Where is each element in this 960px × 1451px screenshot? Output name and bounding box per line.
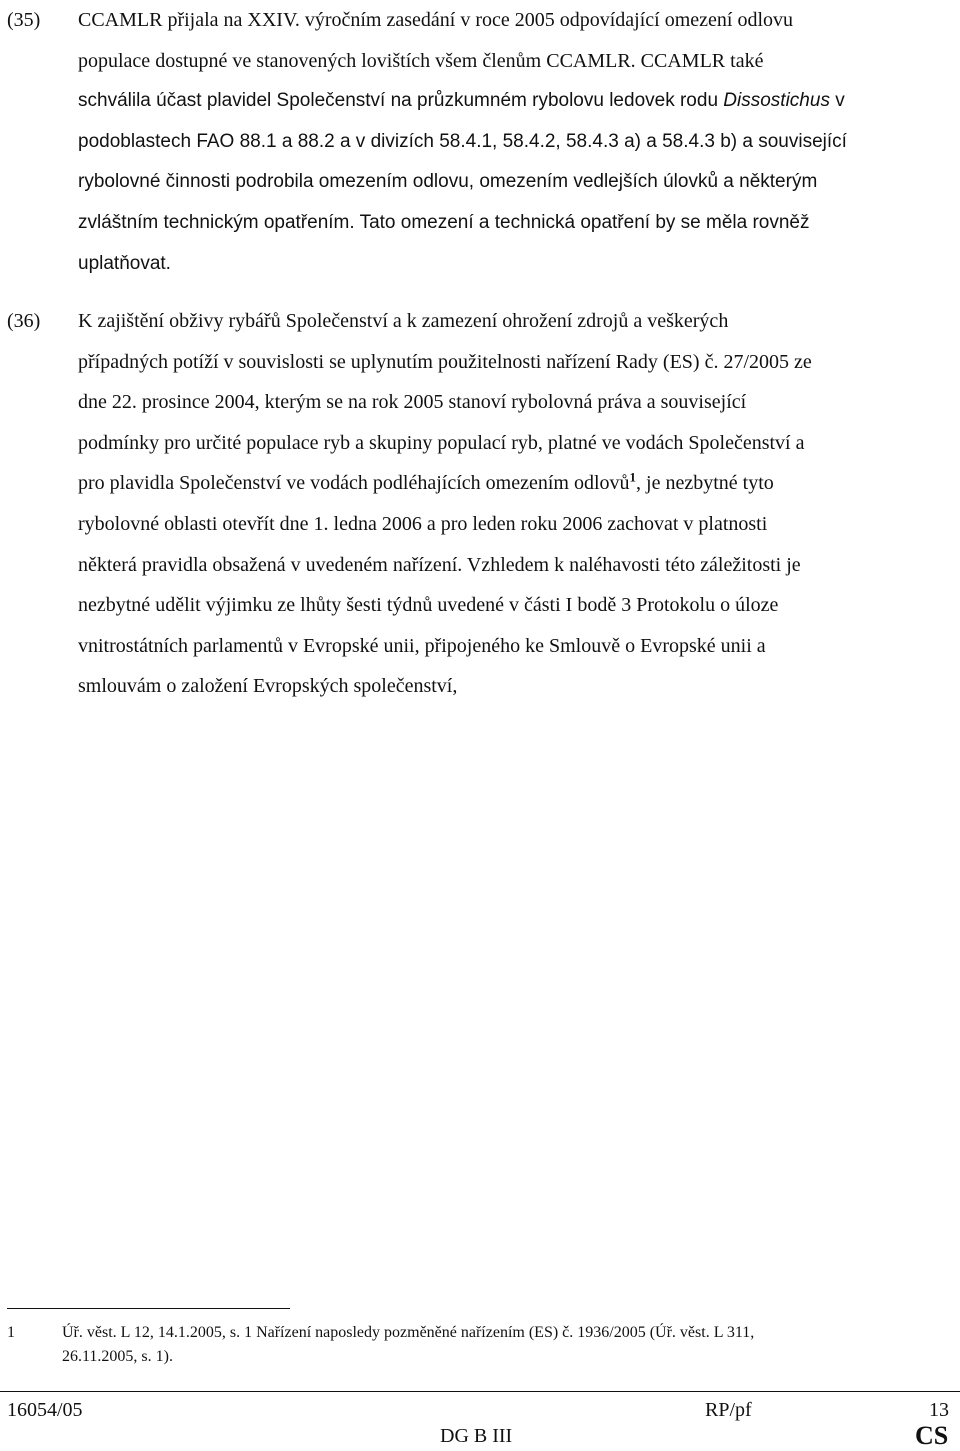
text-line: nezbytné udělit výjimku ze lhůty šesti týdnů uvedené v části I bodě 3 Protokolu o úloze	[78, 594, 779, 617]
text-line: případných potíží v souvislosti se uplynutím použitelnosti nařízení Rady (ES) č. 27/2005 ze	[78, 350, 812, 373]
paragraph-text	[78, 301, 938, 707]
footnote-line: Úř. věst. L 12, 14.1.2005, s. 1 Nařízení naposledy pozměněné nařízením (ES) č. 1936/2005 (Úř. věst. L 311,	[62, 1324, 755, 1341]
footnote-divider	[7, 1308, 290, 1309]
text-line: podmínky pro určité populace ryb a skupiny populací ryb, platné ve vodách Společenství a	[78, 431, 805, 454]
paragraph-number: (36)	[7, 310, 41, 332]
text-line: smlouvám o založení Evropských společenství,	[78, 675, 458, 698]
text-line	[78, 81, 938, 122]
text-line: CCAMLR přijala na XXIV. výročním zasedání v roce 2005 odpovídající omezení odlovu	[78, 9, 794, 31]
footer-page-number: 13	[929, 1399, 949, 1421]
text-span: v	[829, 90, 845, 112]
text-line: podoblastech FAO 88.1 a 88.2 a v divizích 58.4.1, 58.4.2, 58.4.3 a) a 58.4.3 b) a související	[78, 130, 847, 152]
footer-divider	[0, 1391, 960, 1392]
footnote-text	[62, 1321, 942, 1369]
paragraph-text	[78, 0, 938, 284]
text-span: , je nezbytné tyto	[636, 472, 774, 495]
footnote-reference[interactable]: 1	[629, 469, 637, 485]
text-line: rybolovné oblasti otevřít dne 1. ledna 2006 a pro leden roku 2006 zachovat v platnosti	[78, 512, 768, 535]
text-line: K zajištění obživy rybářů Společenství a k zamezení ohrožení zdrojů a veškerých	[78, 310, 729, 332]
text-line: vnitrostátních parlamentů v Evropské unii, připojeného ke Smlouvě o Evropské unii a	[78, 634, 766, 657]
footer-language-code: CS	[915, 1421, 949, 1450]
text-line: zvláštním technickým opatřením. Tato omezení a technická opatření by se měla rovněž	[78, 211, 810, 233]
footnote-line: 26.11.2005, s. 1).	[62, 1348, 173, 1365]
species-name: Dissostichus	[723, 90, 830, 112]
paragraph-number: (35)	[7, 9, 41, 31]
text-line	[78, 463, 938, 504]
text-span: schválila účast plavidel Společenství na průzkumném rybolovu ledovek rodu	[78, 90, 724, 112]
text-span: pro plavidla Společenství ve vodách podléhajících omezením odlovů	[78, 472, 630, 495]
text-line: některá pravidla obsažená v uvedeném nařízení. Vzhledem k naléhavosti této záležitosti je	[78, 553, 801, 576]
text-line: populace dostupné ve stanovených lovištích všem členům CCAMLR. CCAMLR také	[78, 49, 764, 72]
footer-document-number: 16054/05	[7, 1399, 83, 1421]
text-line: rybolovné činnosti podrobila omezením odlovu, omezením vedlejších úlovků a některým	[78, 171, 818, 193]
footnote-number: 1	[7, 1324, 15, 1341]
footer-directorate: DG B III	[440, 1425, 513, 1447]
text-line: uplatňovat.	[78, 252, 171, 274]
text-line: dne 22. prosince 2004, kterým se na rok 2005 stanoví rybolovná práva a související	[78, 391, 747, 414]
footer-initials: RP/pf	[705, 1399, 752, 1421]
